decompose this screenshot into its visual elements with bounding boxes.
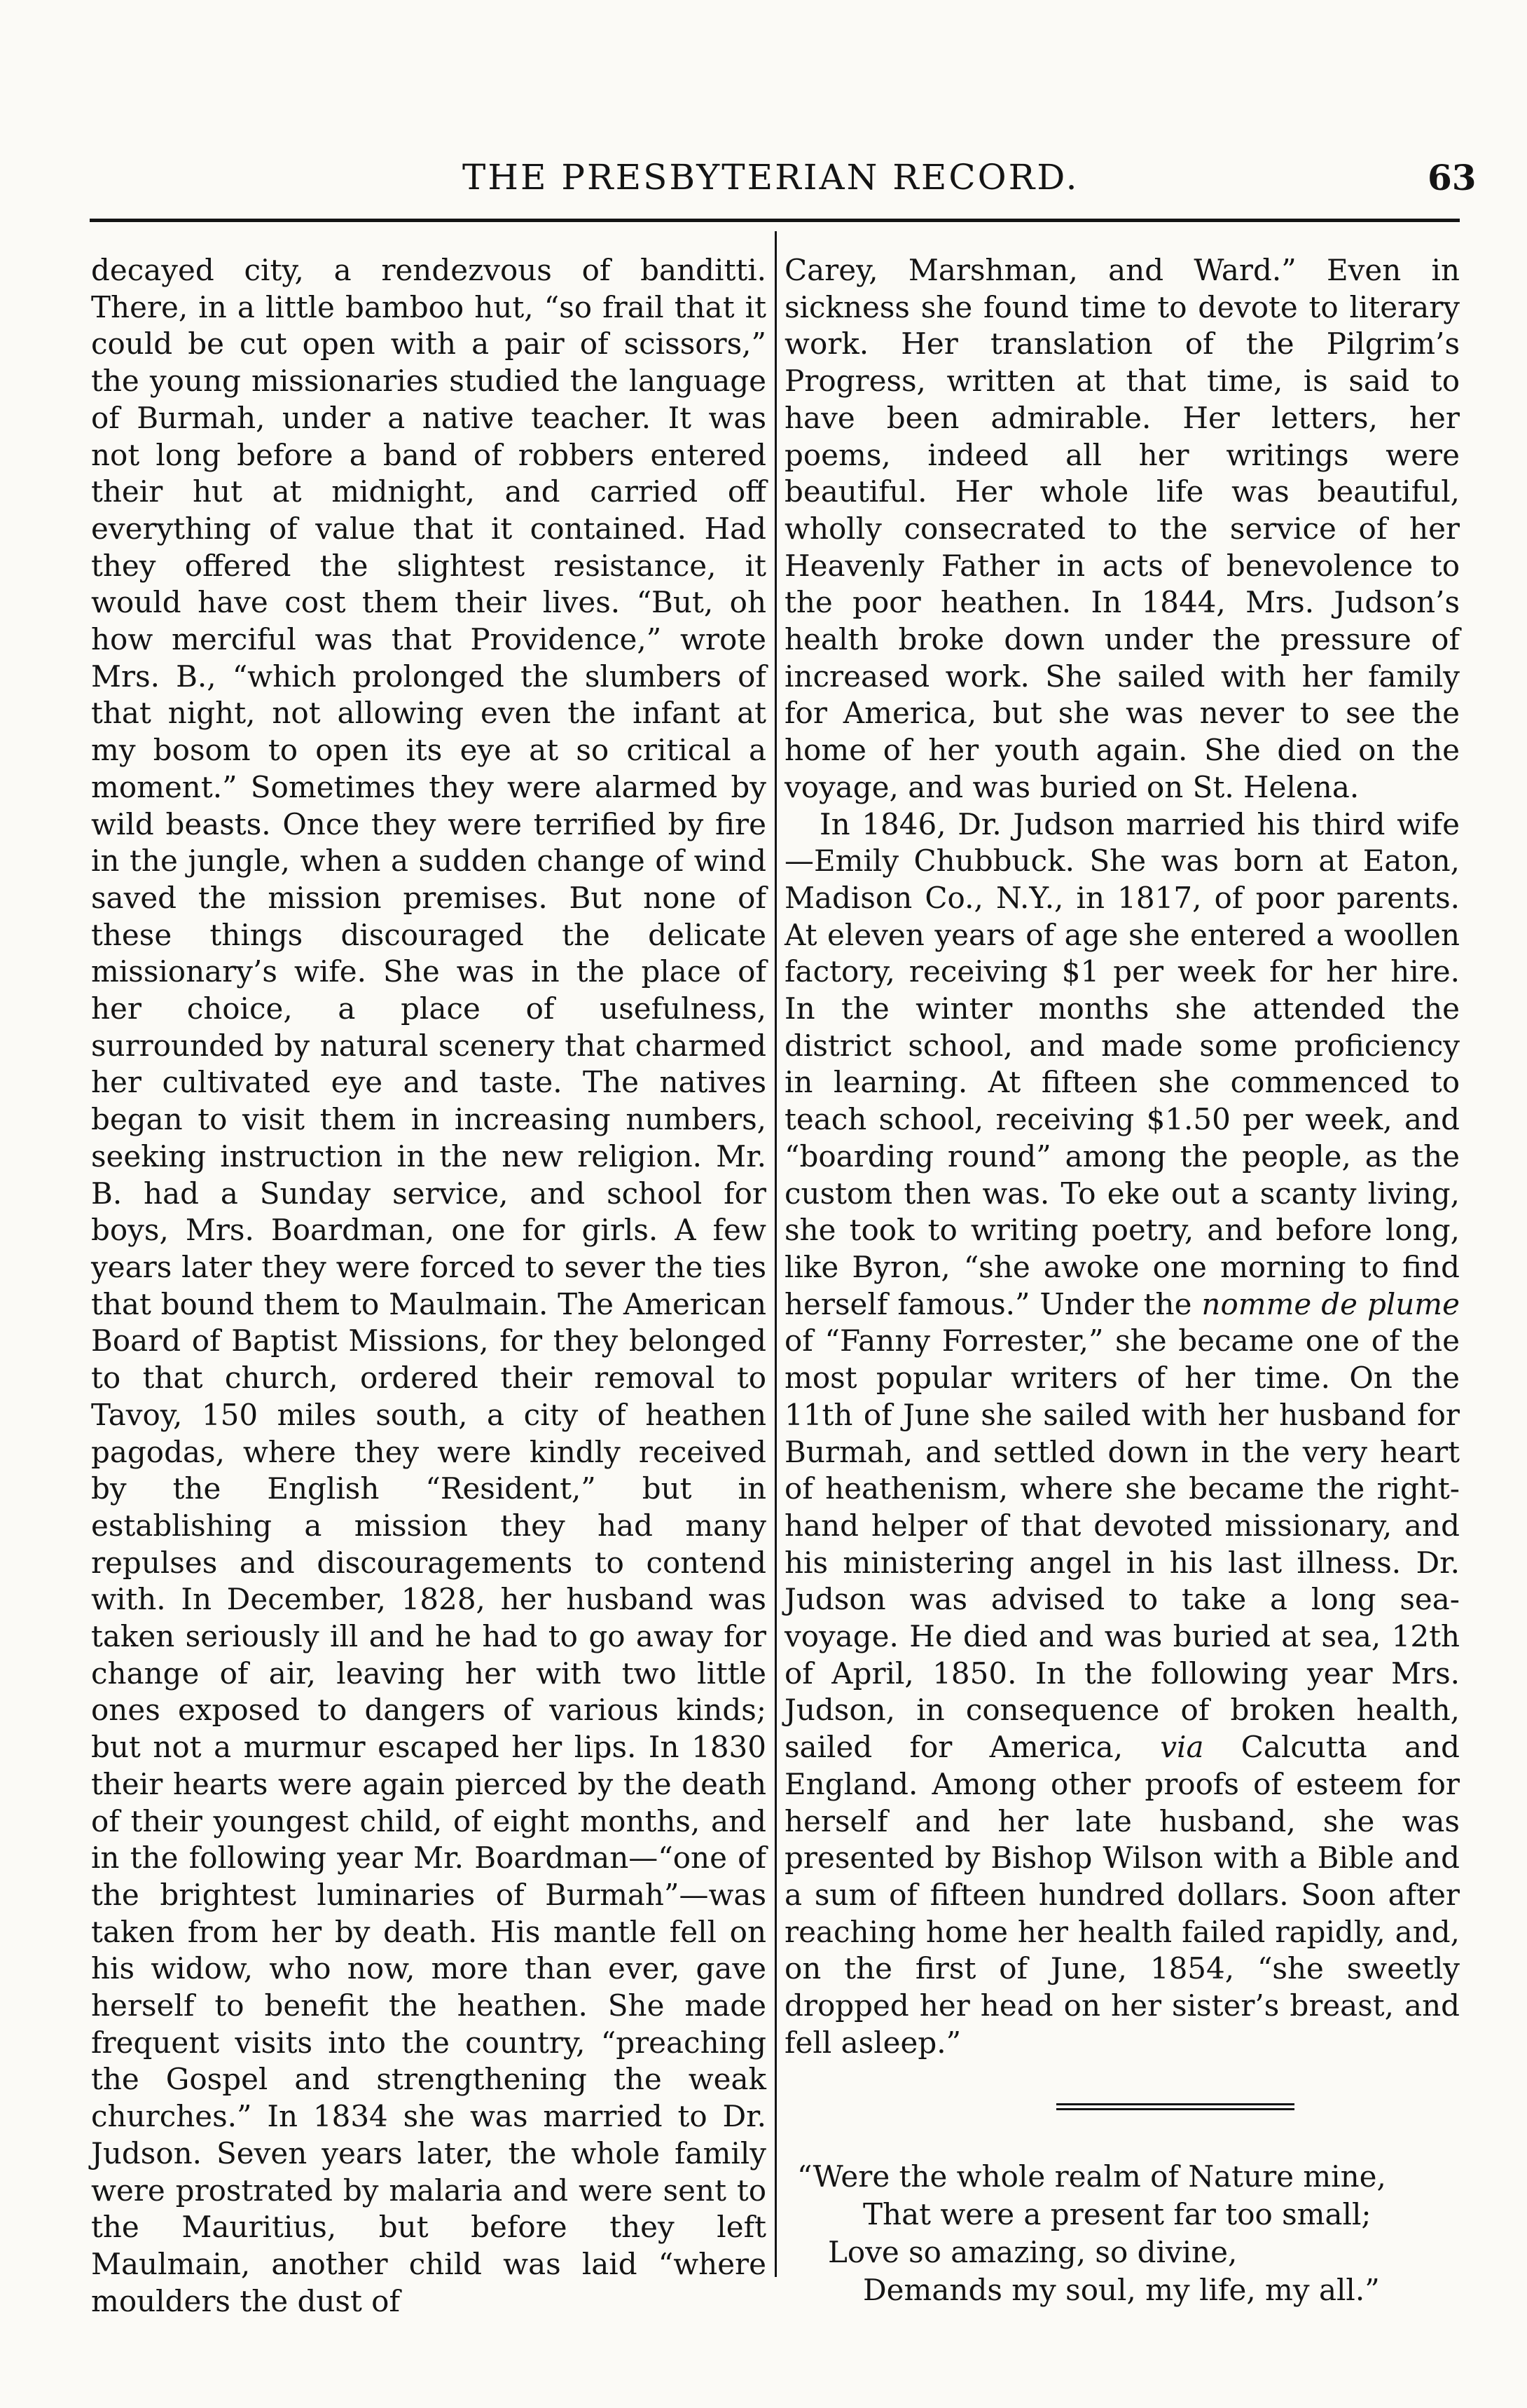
italic-phrase: nomme de plume	[1201, 1286, 1460, 1321]
section-double-rule	[1056, 2103, 1294, 2110]
italic-word: via	[1160, 1730, 1204, 1765]
paragraph-text: Calcutta and England. Among other proofs of esteem for herself and her late husband, she was presented by Bishop Wilson with a Bible and a sum of fifteen hundred dollars. Soon after reaching home her health failed rapidly, and, on the first of June, 1854, “she sweetly dropped her head on her sister’s breast, and fell asleep.”	[785, 1730, 1460, 2060]
page-header-title: THE PRESBYTERIAN RECORD.	[462, 157, 1079, 198]
poem-line-2: That were a present far too small;	[863, 2197, 1371, 2231]
column-divider	[775, 231, 777, 2277]
right-column	[785, 252, 1460, 2061]
poem-line-1: “Were the whole realm of Nature mine,	[797, 2159, 1386, 2194]
paragraph-text: of “Fanny Forrester,” she became one of the most popular writers of her time. On the 11th of June she sailed with her husband for Burmah, and settled down in the very heart of heathenism, where she became the right-hand helper of that devoted missionary, and his ministering angel in his last illness. Dr. Judson was advised to take a long sea-voyage. He died and was buried at sea, 12th of April, 1850. In the following year Mrs. Judson, in consequence of broken health, sailed for America,	[785, 1323, 1460, 1765]
left-column	[91, 252, 766, 2320]
right-paragraph-1: Carey, Marshman, and Ward.” Even in sickness she found time to devote to literary work. Her translation of the Pilgrim’s Progress, written at that time, is said to have been admirable. Her letters, her poems, indeed all her writings were beautiful. Her whole life was beautiful, wholly consecrated to the service of her Heavenly Father in acts of benevolence to the poor heathen. In 1844, Mrs. Judson’s health broke down under the pressure of increased work. She sailed with her family for America, but she was never to see the home of her youth again. She died on the voyage, and was buried on St. Helena.	[785, 253, 1460, 804]
paragraph-text: In 1846, Dr. Judson married his third wife—Emily Chubbuck. She was born at Eaton, Madison Co., N.Y., in 1817, of poor parents. At eleven years of age she entered a woollen factory, receiving $1 per week for her hire. In the winter months she attended the district school, and made some proficiency in learning. At fifteen she commenced to teach school, receiving $1.50 per week, and “boarding round” among the people, as the custom then was. To eke out a scanty living, she took to writing poetry, and before long, like Byron, “she awoke one morning to find herself famous.” Under the	[785, 806, 1460, 1321]
poem-line-4: Demands my soul, my life, my all.”	[863, 2273, 1380, 2307]
right-paragraph-2	[785, 806, 1460, 2062]
header-rule	[90, 219, 1460, 222]
closing-poem	[797, 2158, 1386, 2309]
page-number: 63	[1428, 157, 1477, 198]
poem-line-3: Love so amazing, so divine,	[828, 2235, 1238, 2269]
left-paragraph: decayed city, a rendezvous of banditti. There, in a little bamboo hut, “so frail that it could be cut open with a pair of scissors,” the young missionaries studied the language of Burmah, under a native teacher. It was not long before a band of robbers entered their hut at midnight, and carried off everything of value that it contained. Had they offered the slightest resistance, it would have cost them their lives. “But, oh how merciful was that Providence,” wrote Mrs. B., “which prolonged the slumbers of that night, not allowing even the infant at my bosom to open its eye at so critical a moment.” Sometimes they were alarmed by wild beasts. Once they were terrified by fire in the jungle, when a sudden change of wind saved the mission premises. But none of these things discouraged the delicate missionary’s wife. She was in the place of her choice, a place of usefulness, surrounded by natural scenery that charmed her cultivated eye and taste. The natives began to visit them in increasing numbers, seeking instruction in the new religion. Mr. B. had a Sunday service, and school for boys, Mrs. Boardman, one for girls. A few years later they were forced to sever the ties that bound them to Maulmain. The American Board of Baptist Missions, for they belonged to that church, ordered their removal to Tavoy, 150 miles south, a city of heathen pagodas, where they were kindly received by the English “Resident,” but in establishing a mission they had many repulses and discouragements to contend with. In December, 1828, her husband was taken seriously ill and he had to go away for change of air, leaving her with two little ones exposed to dangers of various kinds; but not a murmur escaped her lips. In 1830 their hearts were again pierced by the death of their youngest child, of eight months, and in the following year Mr. Boardman—“one of the brightest luminaries of Burmah”—was taken from her by death. His mantle fell on his widow, who now, more than ever, gave herself to benefit the heathen. She made frequent visits into the country, “preaching the Gospel and strengthening the weak churches.” In 1834 she was married to Dr. Judson. Seven years later, the whole family were prostrated by malaria and were sent to the Mauritius, but before they left Maulmain, another child was laid “where moulders the dust of	[91, 253, 766, 2318]
